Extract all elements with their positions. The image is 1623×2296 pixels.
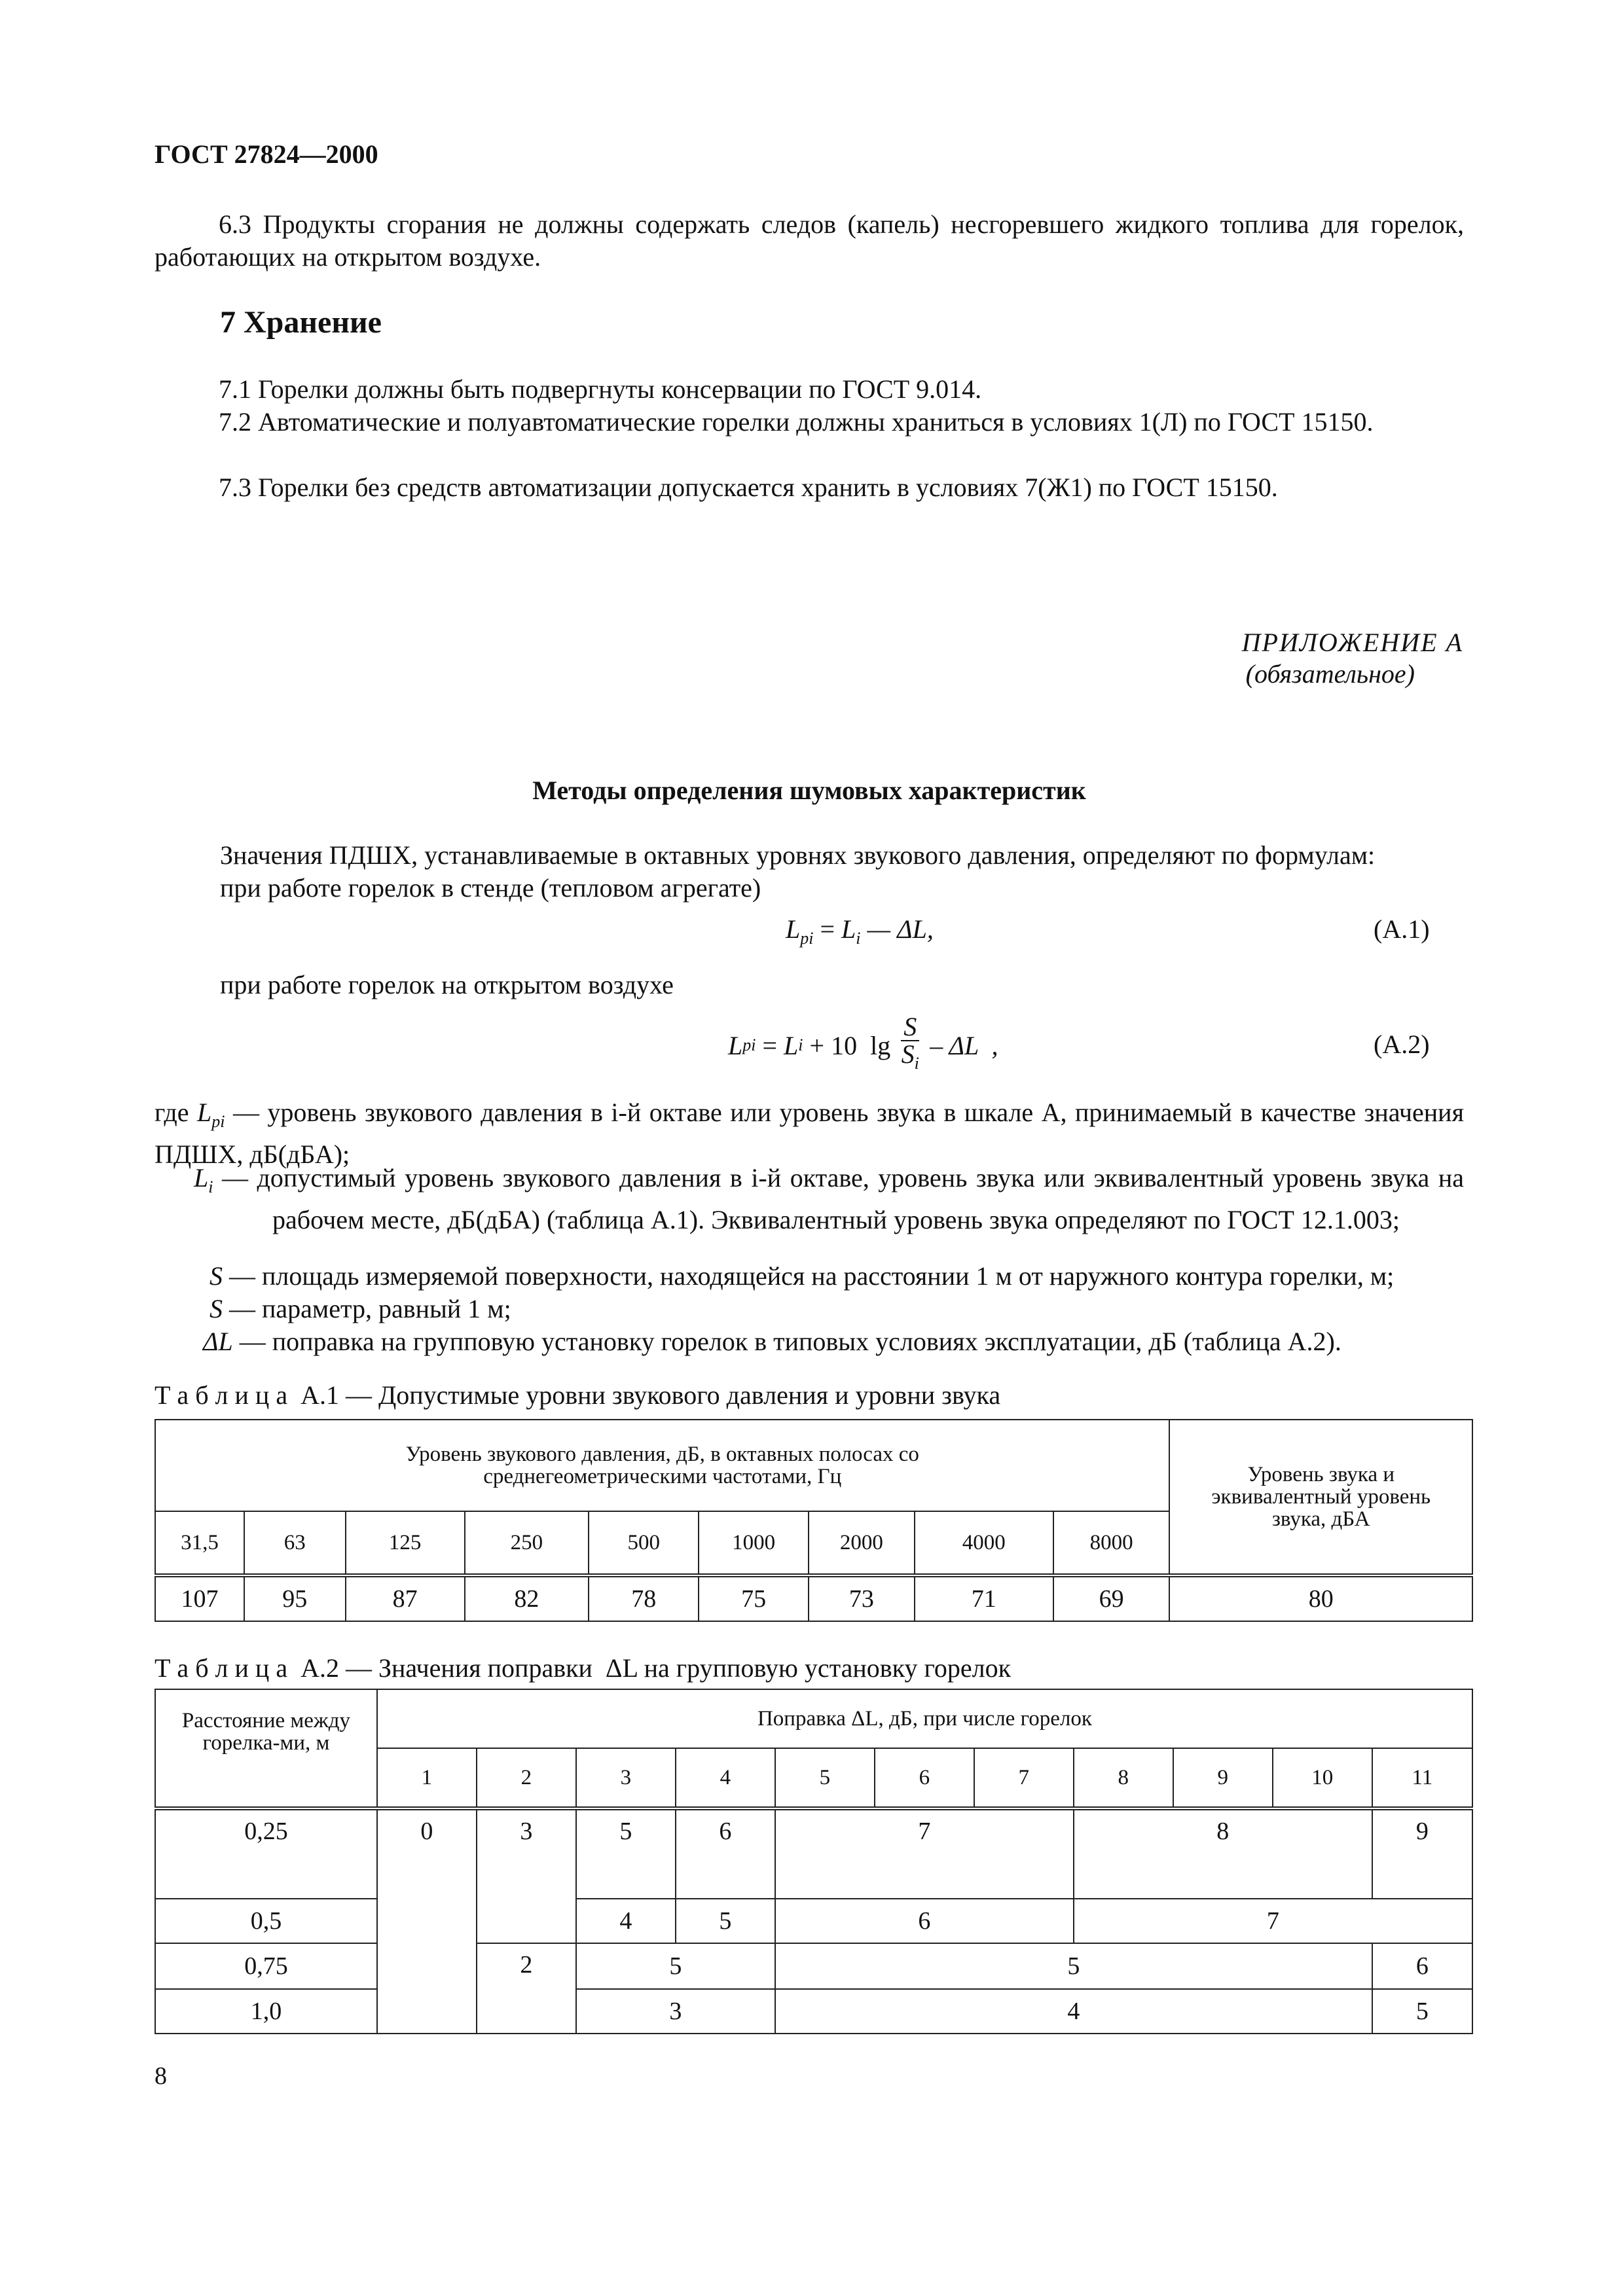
count-cell: 11	[1372, 1748, 1472, 1808]
paragraph-6-3: 6.3 Продукты сгорания не должны содержать следов (капель) несгоревшего жидкого топлива для горелок, работающих на открытом воздухе.	[155, 209, 1464, 272]
correction-cell: 6	[1372, 1943, 1472, 1989]
distance-cell: 0,5	[155, 1899, 377, 1943]
correction-cell: 6	[775, 1899, 1074, 1943]
formula-a1: $L_{pi} = L_i$ — ΔL,	[786, 914, 934, 948]
page-number: 8	[155, 2062, 167, 2090]
correction-cell: 0	[377, 1808, 477, 2034]
correction-cell: 3	[477, 1808, 576, 1943]
band-header: Уровень звукового давления, дБ, в октавных полосах со среднегеометрическими частотами, Гц	[155, 1420, 1169, 1511]
correction-cell: 2	[477, 1943, 576, 2034]
distance-cell: 0,25	[155, 1808, 377, 1899]
correction-cell: 5	[576, 1808, 676, 1899]
correction-cell: 5	[775, 1943, 1372, 1989]
table-a1-caption: Т а б л и ц а А.1 — Допустимые уровни звукового давления и уровни звука	[155, 1380, 1001, 1410]
count-cell: 8	[1074, 1748, 1173, 1808]
distance-cell: 1,0	[155, 1989, 377, 2034]
freq-cell: 4000	[915, 1511, 1053, 1575]
distance-cell: 0,75	[155, 1943, 377, 1989]
correction-cell: 5	[676, 1899, 775, 1943]
value-cell: 71	[915, 1575, 1053, 1621]
count-cell: 5	[775, 1748, 875, 1808]
appendix-label: ПРИЛОЖЕНИЕ А	[1241, 628, 1463, 657]
value-cell: 75	[699, 1575, 809, 1621]
correction-cell: 5	[576, 1943, 775, 1989]
correction-cell: 7	[1074, 1899, 1472, 1943]
value-cell: 78	[589, 1575, 699, 1621]
count-cell: 2	[477, 1748, 576, 1808]
where-delta-l: ΔL — поправка на групповую установку горелок в типовых условиях эксплуатации, дБ (таблица А.2).	[203, 1327, 1341, 1356]
freq-cell: 125	[346, 1511, 465, 1575]
freq-cell: 2000	[809, 1511, 915, 1575]
correction-cell: 9	[1372, 1808, 1472, 1899]
distance-header: Расстояние между горелка-ми, м	[155, 1689, 377, 1808]
freq-cell: 31,5	[155, 1511, 244, 1575]
count-cell: 9	[1173, 1748, 1273, 1808]
formula-a2-number: (А.2)	[1374, 1030, 1430, 1059]
table-a1	[155, 1419, 1473, 1622]
value-cell: 82	[465, 1575, 589, 1621]
count-cell: 10	[1273, 1748, 1372, 1808]
count-cell: 7	[974, 1748, 1074, 1808]
level-value-cell: 80	[1169, 1575, 1472, 1621]
correction-cell: 4	[775, 1989, 1372, 2034]
formula-a1-number: (А.1)	[1374, 914, 1430, 944]
freq-cell: 8000	[1053, 1511, 1170, 1575]
correction-cell: 3	[576, 1989, 775, 2034]
correction-cell: 8	[1074, 1808, 1372, 1899]
correction-cell: 6	[676, 1808, 775, 1899]
where-s: S — площадь измеряемой поверхности, находящейся на расстоянии 1 м от наружного контура горелки, м;	[210, 1261, 1395, 1291]
freq-cell: 63	[244, 1511, 346, 1575]
value-cell: 73	[809, 1575, 915, 1621]
correction-cell: 7	[775, 1808, 1074, 1899]
correction-cell: 4	[576, 1899, 676, 1943]
table-a2	[155, 1689, 1473, 2034]
section-7-title: 7 Хранение	[220, 305, 382, 340]
count-cell: 1	[377, 1748, 477, 1808]
freq-cell: 500	[589, 1511, 699, 1575]
value-cell: 69	[1053, 1575, 1170, 1621]
count-cell: 4	[676, 1748, 775, 1808]
appendix-intro: Значения ПДШХ, устанавливаемые в октавных уровнях звукового давления, определяют по формулам:	[220, 840, 1376, 870]
value-cell: 107	[155, 1575, 244, 1621]
fraction: $\frac{S}{S_i}$	[901, 1012, 919, 1073]
freq-cell: 1000	[699, 1511, 809, 1575]
correction-cell: 5	[1372, 1989, 1472, 2034]
appendix-title: Методы определения шумовых характеристик	[532, 776, 1086, 805]
appendix-status: (обязательное)	[1245, 659, 1415, 689]
value-cell: 95	[244, 1575, 346, 1621]
paragraph-7-1: 7.1 Горелки должны быть подвергнуты консервации по ГОСТ 9.014.	[219, 374, 982, 404]
count-cell: 6	[875, 1748, 974, 1808]
where-s0: S — параметр, равный 1 м;	[210, 1294, 511, 1323]
table-a2-caption: Т а б л и ц а А.2 — Значения поправки ΔL на групповую установку горелок	[155, 1653, 1012, 1683]
where-li: $L_i$ — допустимый уровень звукового давления в i-й октаве, уровень звука или эквивалентный уровень звука на рабочем месте, дБ(дБА) (таблица А.1). Эквивалентный уровень звука определяют по ГОСТ 12.1.003;	[194, 1163, 1464, 1234]
paragraph-7-2: 7.2 Автоматические и полуавтоматические горелки должны храниться в условиях 1(Л) по ГОСТ 15150.	[219, 407, 1374, 437]
value-cell: 87	[346, 1575, 465, 1621]
count-cell: 3	[576, 1748, 676, 1808]
where-lpi: где $L_{pi}$ — уровень звукового давления в i-й октаве или уровень звука в шкале А, принимаемый в качестве значения ПДШХ, дБ(дБА);	[155, 1098, 1464, 1169]
paragraph-7-3: 7.3 Горелки без средств автоматизации допускается хранить в условиях 7(Ж1) по ГОСТ 15150.	[219, 473, 1278, 502]
correction-header: Поправка ΔL, дБ, при числе горелок	[377, 1689, 1472, 1748]
level-header: Уровень звука и эквивалентный уровень звука, дБА	[1169, 1420, 1472, 1575]
freq-cell: 250	[465, 1511, 589, 1575]
case-stand: при работе горелок в стенде (тепловом агрегате)	[220, 873, 761, 903]
document-header: ГОСТ 27824—2000	[155, 139, 378, 169]
formula-a2: L pi = L i + 10 lg $\frac{S}{S_i}$ – ΔL ,	[728, 1009, 998, 1081]
case-open-air: при работе горелок на открытом воздухе	[220, 970, 674, 999]
